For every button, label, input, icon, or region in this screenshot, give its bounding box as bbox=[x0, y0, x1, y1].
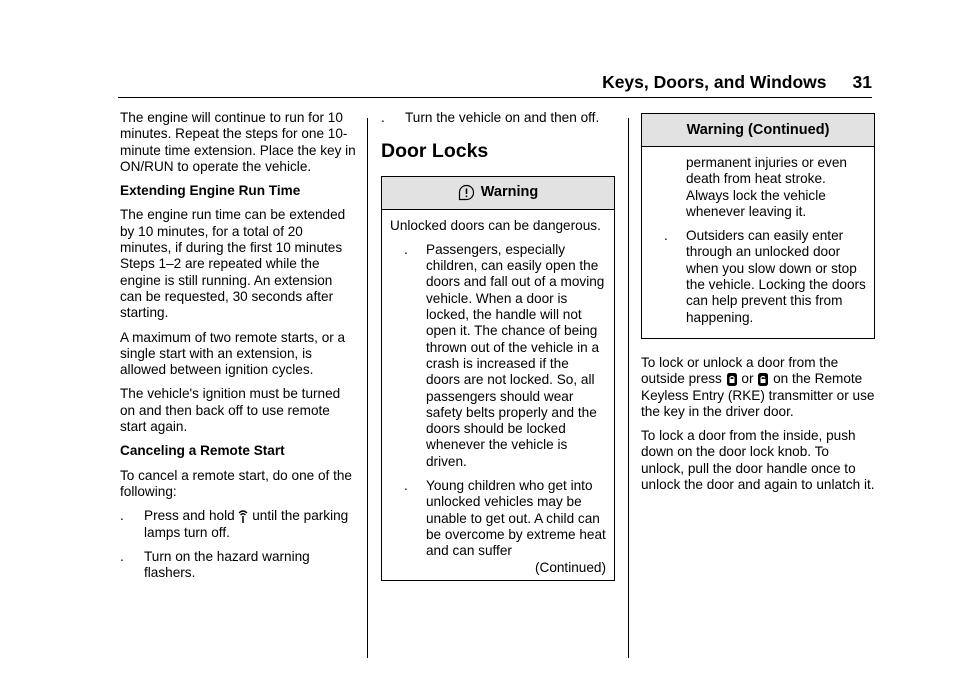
column-1 bbox=[120, 110, 358, 589]
remote-start-icon bbox=[238, 510, 248, 524]
list-item bbox=[664, 228, 866, 326]
bullet-text: Turn on the hazard warning flashers. bbox=[144, 548, 310, 581]
bullet-text: Outsiders can easily enter through an unlocked door when you slow down or stop the vehicle. Locking the doors can help prevent this from happening. bbox=[686, 228, 866, 325]
paragraph-extension: The engine run time can be extended by 10 minutes, for a total of 20 minutes, if during the first 10 minutes Steps 1–2 are repeated while the engine is still running. An extension can be requested, 30 seconds after starting. bbox=[120, 207, 346, 321]
continued-text: permanent injuries or even death from heat stroke. Always lock the vehicle whenever leaving it. bbox=[686, 155, 847, 219]
paragraph-ignition: The vehicle's ignition must be turned on and then back off to use remote start again. bbox=[120, 386, 341, 435]
unlock-icon bbox=[757, 372, 769, 387]
paragraph-cancel-intro: To cancel a remote start, do one of the following: bbox=[120, 467, 352, 499]
bullet: . bbox=[120, 508, 124, 524]
paragraph-lock-inside: To lock a door from the inside, push down on the door lock knob. To unlock, pull the door handle once to unlock the door and again to unlatch it. bbox=[641, 428, 875, 493]
text-or: or bbox=[741, 371, 754, 387]
warning-icon bbox=[458, 184, 475, 201]
lock-icon bbox=[726, 372, 738, 387]
list-item bbox=[120, 508, 358, 541]
header-rule bbox=[118, 97, 872, 98]
warning-title: Warning (Continued) bbox=[686, 121, 830, 138]
bullet: . bbox=[120, 548, 124, 564]
warning-header bbox=[382, 177, 614, 210]
text-rke: on the Remote Keyless Entry (RKE) transmitter or use the key in the driver door. bbox=[641, 371, 875, 419]
column-2 bbox=[381, 110, 615, 581]
text-lock-outside: To lock or unlock a door from the outside press bbox=[641, 354, 839, 387]
list-item bbox=[404, 478, 606, 559]
bullet: . bbox=[404, 241, 408, 257]
section-title: Keys, Doors, and Windows bbox=[602, 72, 827, 92]
bullet: . bbox=[404, 478, 408, 494]
bullet-text: Press and hold bbox=[144, 508, 235, 524]
bullet-text: Turn the vehicle on and then off. bbox=[405, 110, 600, 125]
warning-box bbox=[381, 176, 615, 581]
bullet: . bbox=[381, 110, 385, 125]
warning-body bbox=[642, 147, 874, 338]
bullet-text: until the parking lamps turn off. bbox=[144, 508, 349, 540]
subheading-extending: Extending Engine Run Time bbox=[120, 183, 301, 199]
page-header bbox=[602, 72, 872, 93]
page-number: 31 bbox=[852, 72, 872, 92]
paragraph-engine-run: The engine will continue to run for 10 minutes. Repeat the steps for one 10-minute time extension. Place the key in ON/RUN to operate the vehicle. bbox=[120, 110, 356, 174]
heading-door-locks: Door Locks bbox=[381, 140, 489, 163]
list-item bbox=[381, 110, 615, 126]
list-item bbox=[404, 242, 606, 470]
warning-intro: Unlocked doors can be dangerous. bbox=[390, 217, 601, 233]
column-3 bbox=[641, 113, 875, 501]
warning-body bbox=[382, 210, 614, 580]
bullet-text: Young children who get into unlocked vehicles may be unable to get out. A child can be overcome by extreme heat and can suffer bbox=[426, 478, 606, 559]
column-divider-2 bbox=[628, 118, 629, 658]
warning-title: Warning bbox=[480, 184, 539, 201]
list-item bbox=[120, 549, 358, 582]
paragraph-max-starts: A maximum of two remote starts, or a single start with an extension, is allowed between ignition cycles. bbox=[120, 329, 346, 378]
continued-label: (Continued) bbox=[534, 559, 606, 575]
column-divider-1 bbox=[367, 118, 368, 658]
subheading-cancel: Canceling a Remote Start bbox=[120, 443, 285, 459]
warning-header bbox=[642, 114, 874, 147]
bullet: . bbox=[664, 228, 668, 244]
bullet-text: Passengers, especially children, can easily open the doors and fall out of a moving vehicle. When a door is locked, the handle will not open it. The chance of being thrown out of the vehicle in a crash is increased if the doors are not locked. So, all passengers should wear safety belts properly and the doors should be locked whenever the vehicle is driven. bbox=[426, 241, 605, 469]
paragraph-lock-outside bbox=[641, 355, 875, 420]
warning-box-continued bbox=[641, 113, 875, 339]
